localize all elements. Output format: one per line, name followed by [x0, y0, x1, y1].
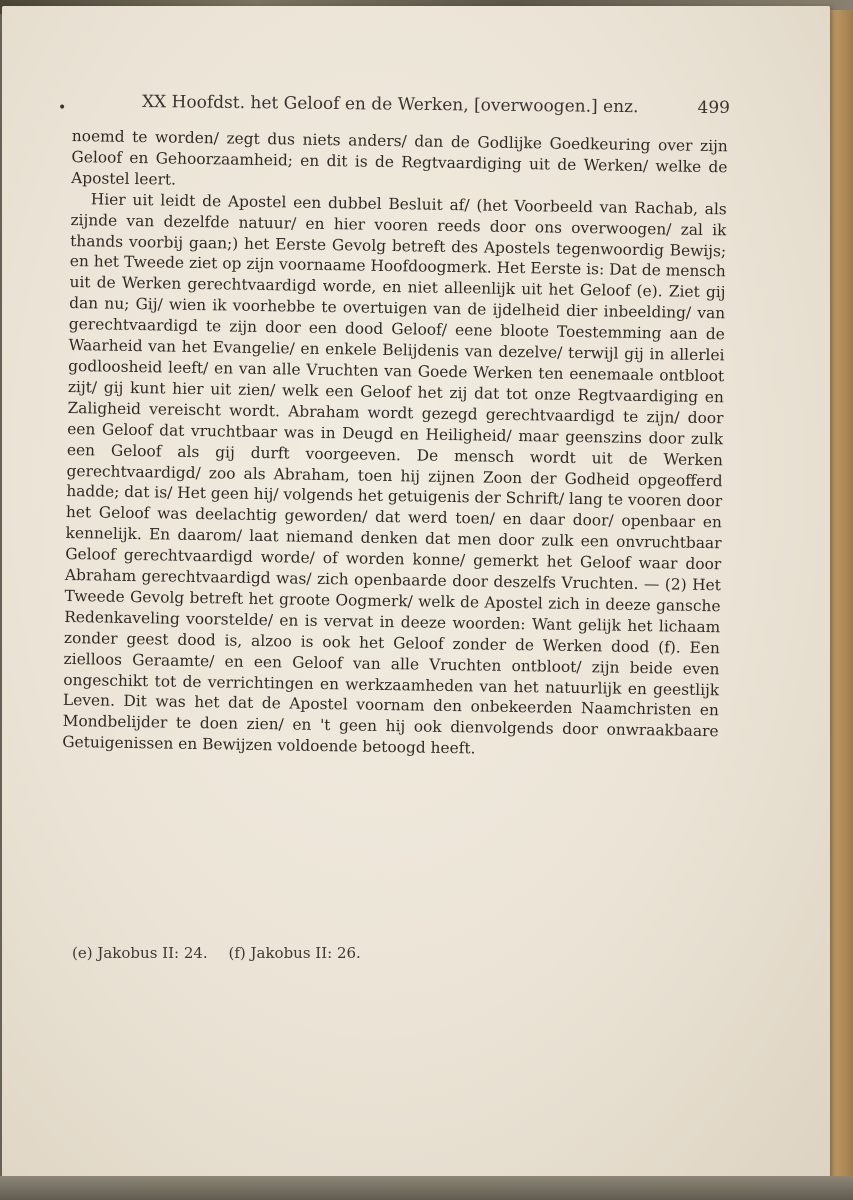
running-head — [58, 92, 730, 122]
page-number: 499 — [697, 98, 730, 118]
footnote-e: (e) Jakobus II: 24. — [72, 944, 208, 962]
footnotes — [72, 944, 472, 962]
paragraph-continuation: noemd te worden/ zegt dus niets anders/ dan de Godlijke Goedkeuring over zijn Geloof en Gehoorzaamheid; en dit is de Regtvaardiging uit de Werken/ welke de Apostel leert. — [71, 126, 728, 189]
footnote-f: (f) Jakobus II: 26. — [228, 944, 361, 962]
table-surface — [0, 1176, 853, 1200]
running-head-title: XX Hoofdst. het Geloof en de Werken, [overwoogen.] enz. — [141, 92, 639, 118]
margin-mark: • — [58, 100, 67, 116]
body-text — [62, 126, 728, 763]
paragraph-main: Hier uit leidt de Apostel een dubbel Besluit af/ (het Voorbeeld van Rachab, als zijnde van dezelfde natuur/ en hier vooren reeds door ons overwoogen/ zal ik thands voorbij gaan;) het Eerste Gevolg betreft des Apostels tegenwoordig Bewijs; en het Tweede ziet op zijn voornaame Hoofdoogmerk. Het Eerste is: Dat de mensch uit de Werken gerechtvaardigd worde, en niet alleenlijk uit het Geloof (e). Ziet gij dan nu; Gij/ wien ik voorhebbe te overtuigen van de ijdelheid dier inbeelding/ van gerechtvaardigd te zijn door een dood Geloof/ eene bloote Toestemming aan de Waarheid van het Evangelie/ en enkele Belijdenis van dezelve/ terwijl gij in allerlei godloosheid leeft/ en van alle Vruchten van Goede Werken ten eenemaale ontbloot zijt/ gij kunt hier uit zien/ welk een Geloof het zij dat tot onze Regtvaardiging en Zaligheid vereischt wordt. Abraham wordt gezegd gerechtvaardigd te zijn/ door een Geloof dat vruchtbaar was in Deugd en Heiligheid/ maar geenszins door zulk een Geloof als gij durft voorgeeven. De mensch wordt uit de Werken gerechtvaardigd/ zoo als Abraham, toen hij zijnen Zoon der Godheid opgeofferd hadde; dat is/ Het geen hij/ volgends het getuigenis der Schrift/ lang te vooren door het Geloof was deelachtig geworden/ dat werd toen/ en daar door/ openbaar en kennelijk. En daarom/ laat niemand denken dat men door zulk een onvruchtbaar Geloof gerechtvaardigd worde/ of worden konne/ gemerkt het Geloof waar door Abraham gerechtvaardigd was/ zich openbaarde door deszelfs Vruchten. — (2) Het Tweede Gevolg betreft het groote Oogmerk/ welk de Apostel zich in deeze gansche Redenkaveling voorstelde/ en is vervat in deeze woorden: Want gelijk het lichaam zonder geest dood is, alzoo is ook het Geloof zonder de Werken dood (f). Een zielloos Geraamte/ en een Geloof van alle Vruchten ontbloot/ zijn beide even ongeschikt tot de verrichtingen en werkzaamheden van het natuurlijk en geestlijk Leven. Dit was het dat de Apostel voornam den onbekeerden Naamchristen en Mondbelijder te doen zien/ en 't geen hij ook dienvolgends door onwraakbaare Getuigenissen en Bewijzen voldoende betoogd heeft. — [62, 190, 727, 758]
